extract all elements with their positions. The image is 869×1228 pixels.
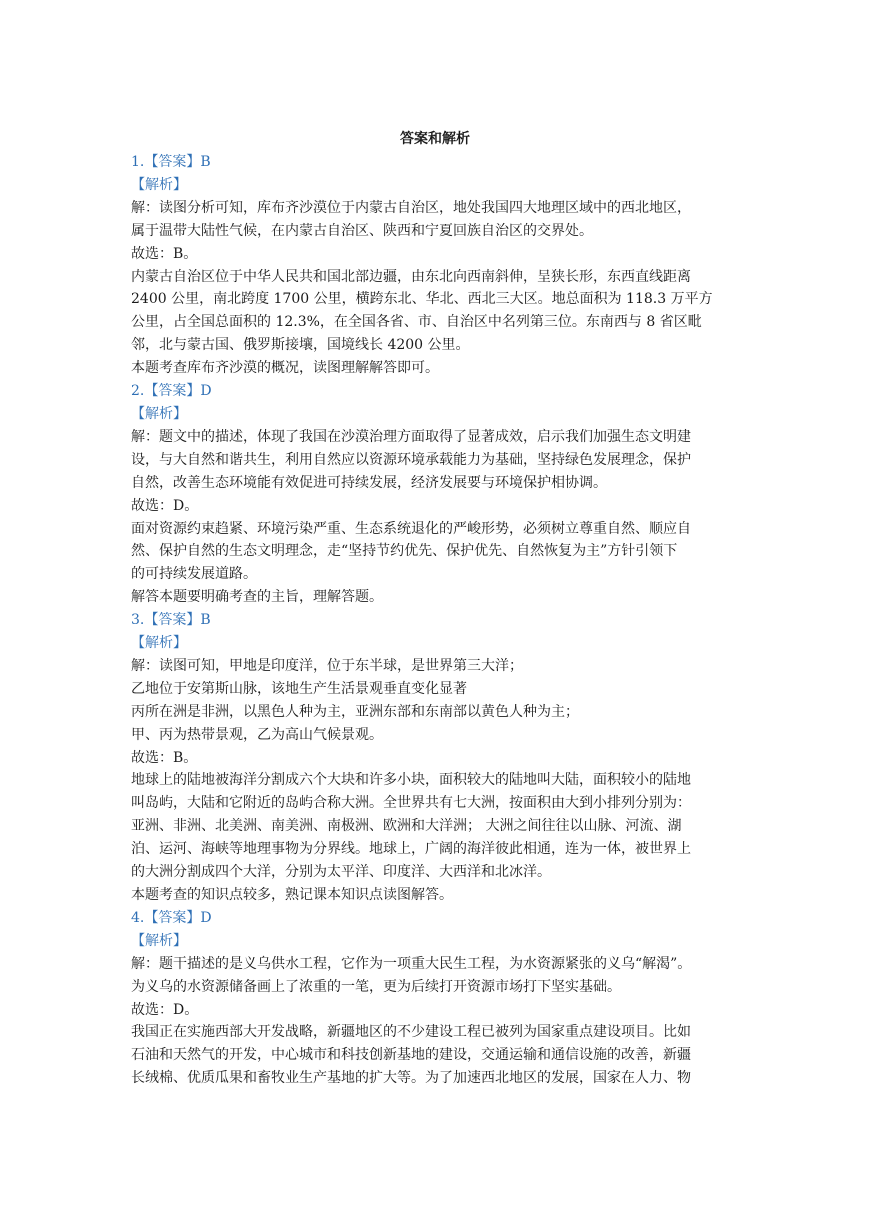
text-line: 甲、丙为热带景观，乙为高山气候景观。 <box>131 726 383 743</box>
text-line: 故选：B。 <box>131 749 198 766</box>
text-line: 解：题文中的描述，体现了我国在沙漠治理方面取得了显著成效，启示我们加强生态文明建 <box>131 428 691 445</box>
text-line: 丙所在洲是非洲，以黑色人种为主，亚洲东部和东南部以黄色人种为主； <box>131 703 579 720</box>
text-line: 面对资源约束趋紧、环境污染严重、生态系统退化的严峻形势，必须树立尊重自然、顺应自 <box>131 520 691 537</box>
answer-heading-line: 【解析】 <box>131 635 187 652</box>
text-line: 故选：B。 <box>131 245 198 262</box>
text-line: 为义乌的水资源储备画上了浓重的一笔，更为后续打开资源市场打下坚实基础。 <box>131 978 621 995</box>
answer-heading-line: 2.【答案】D <box>131 383 212 400</box>
text-line: 的大洲分割成四个大洋，分别为太平洋、印度洋、大西洋和北冰洋。 <box>131 864 551 881</box>
text-line: 本题考查的知识点较多，熟记课本知识点读图解答。 <box>131 887 453 903</box>
text-line: 我国正在实施西部大开发战略，新疆地区的不少建设工程已被列为国家重点建设项目。比如 <box>131 1024 691 1041</box>
document-body <box>131 151 739 1090</box>
answer-heading-line: 3.【答案】B <box>131 612 211 629</box>
text-line: 叫岛屿，大陆和它附近的岛屿合称大洲。全世界共有七大洲，按面积由大到小排列分别为： <box>131 795 691 812</box>
text-line: 然、保护自然的生态文明理念，走“坚持节约优先、保护优先、自然恢复为主”方针引领下 <box>131 543 678 560</box>
answer-heading-line: 1.【答案】B <box>131 154 211 170</box>
answer-heading-line: 【解析】 <box>131 932 187 949</box>
text-line: 解：读图分析可知，库布齐沙漠位于内蒙古自治区，地处我国四大地理区域中的西北地区， <box>131 199 691 216</box>
text-line: 公里，占全国总面积的 12.3%，在全国各省、市、自治区中名列第三位。东南西与 8 省区毗 <box>131 314 702 331</box>
text-line: 设，与大自然和谐共生，利用自然应以资源环境承载能力为基础，坚持绿色发展理念，保护 <box>131 451 691 468</box>
text-line: 亚洲、非洲、北美洲、南美洲、南极洲、欧洲和大洋洲； 大洲之间往往以山脉、河流、湖 <box>131 818 682 835</box>
text-line: 解：读图可知，甲地是印度洋，位于东半球，是世界第三大洋； <box>131 657 523 674</box>
answer-document <box>131 128 739 1090</box>
text-line: 长绒棉、优质瓜果和畜牧业生产基地的扩大等。为了加速西北地区的发展，国家在人力、物 <box>131 1070 691 1087</box>
text-line: 石油和天然气的开发，中心城市和科技创新基地的建设，交通运输和通信设施的改善，新疆 <box>131 1047 691 1064</box>
answer-heading-line: 【解析】 <box>131 176 187 193</box>
text-line: 2400 公里，南北跨度 1700 公里，横跨东北、华北、西北三大区。地总面积为 118.3 万平方 <box>131 291 713 308</box>
text-line: 故选：D。 <box>131 1001 199 1018</box>
text-line: 地球上的陆地被海洋分割成六个大块和许多小块，面积较大的陆地叫大陆，面积较小的陆地 <box>131 772 691 789</box>
text-line: 解：题干描述的是义乌供水工程，它作为一项重大民生工程，为水资源紧张的义乌“解渴”。 <box>131 955 692 972</box>
text-line: 内蒙古自治区位于中华人民共和国北部边疆，由东北向西南斜伸，呈狭长形，东西直线距离 <box>131 268 691 285</box>
text-line: 邻，北与蒙古国、俄罗斯接壤，国境线长 4200 公里。 <box>131 337 470 354</box>
text-line: 自然，改善生态环境能有效促进可持续发展，经济发展要与环境保护相协调。 <box>131 474 607 491</box>
text-line: 本题考查库布齐沙漠的概况，读图理解解答即可。 <box>131 360 439 377</box>
answer-heading-line: 4.【答案】D <box>131 909 212 926</box>
text-line: 乙地位于安第斯山脉，该地生产生活景观垂直变化显著 <box>131 680 467 697</box>
text-line: 泊、运河、海峡等地理事物为分界线。地球上，广阔的海洋彼此相通，连为一体，被世界上 <box>131 841 691 858</box>
text-line: 故选：D。 <box>131 497 199 514</box>
text-line: 属于温带大陆性气候，在内蒙古自治区、陕西和宁夏回族自治区的交界处。 <box>131 222 593 239</box>
text-line: 的可持续发展道路。 <box>131 566 257 583</box>
answer-heading-line: 【解析】 <box>131 405 187 422</box>
page-title: 答案和解析 <box>400 131 470 147</box>
text-line: 解答本题要明确考查的主旨，理解答题。 <box>131 589 383 606</box>
